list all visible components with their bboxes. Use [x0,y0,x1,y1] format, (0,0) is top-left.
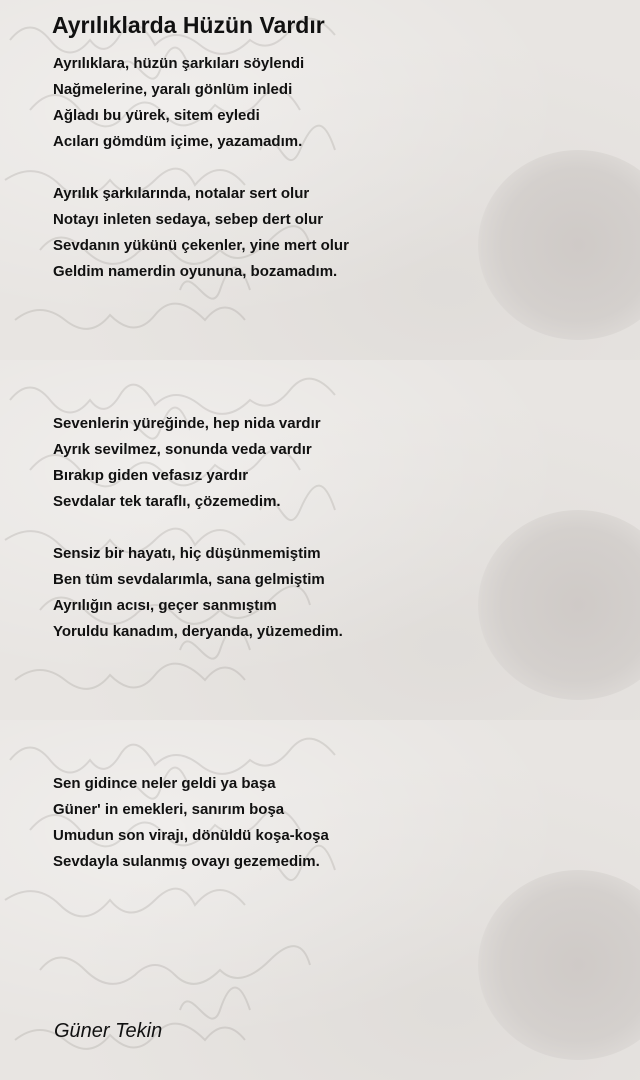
poem-line: Umudun son virajı, dönüldü koşa-koşa [53,827,329,844]
poem-stanza [53,51,304,155]
poem-line: Ayrılıklara, hüzün şarkıları söylendi [53,55,305,72]
poem-line: Yoruldu kanadım, deryanda, yüzemedim. [53,623,343,640]
poem-line: Ağladı bu yürek, sitem eyledi [53,107,260,124]
poem-line: Sevenlerin yüreğinde, hep nida vardır [53,415,321,432]
poem-stanza [53,541,343,645]
poem-line: Sevdanın yükünü çekenler, yine mert olur [53,237,349,254]
poem-line: Güner' in emekleri, sanırım boşa [53,801,285,818]
poem-line: Nağmelerine, yaralı gönlüm inledi [53,81,293,98]
poem-stanza [53,411,321,515]
poem-line: Sen gidince neler geldi ya başa [53,775,276,792]
poem-line: Sevdalar tek taraflı, çözemedim. [53,493,281,510]
poem-line: Sensiz bir hayatı, hiç düşünmemiştim [53,545,321,562]
poem-line: Ayrılık şarkılarında, notalar sert olur [53,185,310,202]
poem-title: Ayrılıklarda Hüzün Vardır [52,12,325,38]
poem-line: Geldim namerdin oyununa, bozamadım. [53,263,338,280]
poem-stanza [53,181,349,285]
poem-stanza [53,771,329,875]
poem-line: Ayrık sevilmez, sonunda veda vardır [53,441,312,458]
poem-line: Ben tüm sevdalarımla, sana gelmiştim [53,571,325,588]
poem-line: Sevdayla sulanmış ovayı gezemedim. [53,853,320,870]
poem-line: Notayı inleten sedaya, sebep dert olur [53,211,324,228]
poem-line: Bırakıp giden vefasız yardır [53,467,249,484]
poem-author: Güner Tekin [54,1020,163,1042]
poem-line: Acıları gömdüm içime, yazamadım. [53,133,303,150]
poem-line: Ayrılığın acısı, geçer sanmıştım [53,597,277,614]
